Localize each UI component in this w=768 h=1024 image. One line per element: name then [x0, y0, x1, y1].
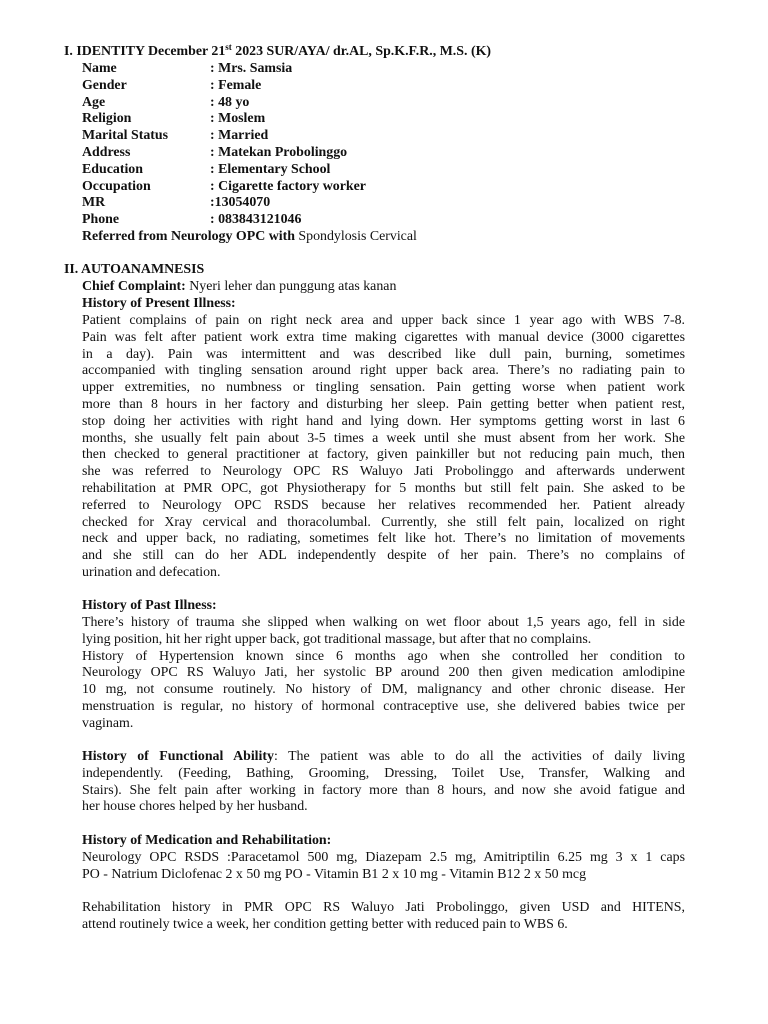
hpi-line: neck and upper back, no radiating, sometimes felt like hot. There’s no limitation of movements: [82, 531, 685, 547]
past-line: vaginam.: [82, 715, 134, 731]
field-name: Name : Mrs. Samsia: [82, 61, 293, 76]
field-occupation: Occupation : Cigarette factory worker: [82, 178, 366, 194]
rehab-line: Rehabilitation history in PMR OPC RS Waluyo Jati Probolinggo, given USD and HITENS,: [82, 900, 685, 915]
hpi-line: more than 8 hours in her factory and disturbing her sleep. Pain getting better when patient rest,: [82, 396, 685, 412]
rehabilitation-paragraph: [82, 900, 685, 934]
hpi-line: rehabilitation at PMR OPC, got Physiotherapy for 5 months but still felt pain. She asked to be: [82, 480, 685, 496]
referred-from: Referred from Neurology OPC with Spondylosis Cervical: [82, 228, 417, 244]
hpi-line: then checked to general practitioner at factory, given painkiller but not reducing pain much, then: [82, 447, 685, 463]
field-religion: Religion : Moslem: [82, 111, 266, 127]
hpi-line: referred to Neurology OPC RSDS because her relatives recommended her. Patient already: [82, 497, 685, 513]
field-education: Education : Elementary School: [82, 161, 331, 177]
field-address: Address : Matekan Probolinggo: [82, 144, 348, 160]
past-illness-heading: History of Past Illness:: [82, 598, 217, 613]
functional-line: History of Functional Ability: The patient was able to do all the activities of daily living: [82, 749, 685, 764]
past-line: There’s history of trauma she slipped when walking on wet floor about 1,5 years ago, fell in side: [82, 615, 685, 630]
field-mr: MR :13054070: [82, 195, 271, 211]
autoanamnesis-heading: II. AUTOANAMNESIS: [64, 262, 205, 277]
hpi-line: urination and defecation.: [82, 564, 221, 580]
medication-paragraph: [82, 850, 685, 884]
past-line: lying position, hit her right upper back, got traditional massage, but after that no complains.: [82, 631, 592, 647]
past-line: 10 mg, not consume routinely. No history of DM, malignancy and other chronic disease. Her: [82, 682, 685, 698]
hpi-line: upper extremities, no numbness or tingling sensation. Pain getting worse when patient work: [82, 380, 685, 396]
field-gender: Gender : Female: [82, 77, 262, 93]
hpi-line: Pain was felt after patient work extra time making cigarettes with manual device (3000 cigarettes: [82, 329, 685, 345]
medication-line: PO - Natrium Diclofenac 2 x 50 mg PO - Vitamin B1 2 x 10 mg - Vitamin B12 2 x 50 mcg: [82, 866, 587, 882]
functional-line: independently. (Feeding, Bathing, Grooming, Dressing, Toilet Use, Transfer, Walking and: [82, 765, 685, 781]
field-phone: Phone : 083843121046: [82, 212, 302, 228]
identity-fields: [82, 61, 417, 246]
hpi-line: Patient complains of pain on right neck area and upper back since 1 year ago with WBS 7-8.: [82, 313, 685, 328]
hpi-heading: History of Present Illness:: [82, 296, 236, 311]
rehab-line: attend routinely twice a week, her condition getting better with reduced pain to WBS 6.: [82, 916, 568, 932]
hpi-paragraph: [82, 313, 685, 582]
field-marital-status: Marital Status : Married: [82, 128, 269, 144]
past-line: History of Hypertension known since 6 months ago when she controlled her condition to: [82, 648, 685, 664]
chief-complaint: Chief Complaint: Nyeri leher dan punggung atas kanan: [82, 279, 397, 294]
functional-ability-paragraph: [82, 749, 685, 816]
hpi-line: she was referred to Neurology OPC RS Waluyo Jati Probolinggo and afterwards underwent: [82, 464, 685, 480]
past-illness-paragraph: [82, 615, 685, 733]
medication-heading: History of Medication and Rehabilitation:: [82, 833, 332, 848]
field-age: Age : 48 yo: [82, 94, 250, 110]
past-line: Neurology OPC RS Waluyo Jati, her systolic BP around 200 then given medication amlodipine: [82, 665, 685, 681]
hpi-line: and she still can do her ADL independently despite of her pain. There’s no complains of: [82, 548, 685, 564]
past-line: menstruation is regular, no history of hormonal contraceptive use, she delivered babies twice per: [82, 698, 685, 714]
functional-line: her house chores helped by her husband.: [82, 799, 308, 815]
hpi-line: months, she usually felt pain about 3-5 times a week until she must absent from her work. She: [82, 430, 685, 446]
hpi-line: accompanied with tingling sensation around right upper back area. There’s no radiating pain to: [82, 363, 685, 379]
identity-heading: I. IDENTITY December 21st 2023 SUR/AYA/ dr.AL, Sp.K.F.R., M.S. (K): [64, 42, 491, 59]
hpi-line: in a day). Pain was intermittent and was described like dull pain, burning, sometimes: [82, 346, 685, 362]
medication-line: Neurology OPC RSDS :Paracetamol 500 mg, Diazepam 2.5 mg, Amitriptilin 6.25 mg 3 x 1 caps: [82, 850, 685, 865]
functional-line: Stairs). She felt pain after working in factory more than 8 hours, and now she avoid fatigue and: [82, 782, 685, 798]
hpi-line: checked for Xray cervical and thoracolumbal. Currently, she still felt pain, localized on right: [82, 514, 685, 530]
hpi-line: stop doing her activities with right hand and lying down. Her symptoms getting worst in last 6: [82, 413, 685, 429]
